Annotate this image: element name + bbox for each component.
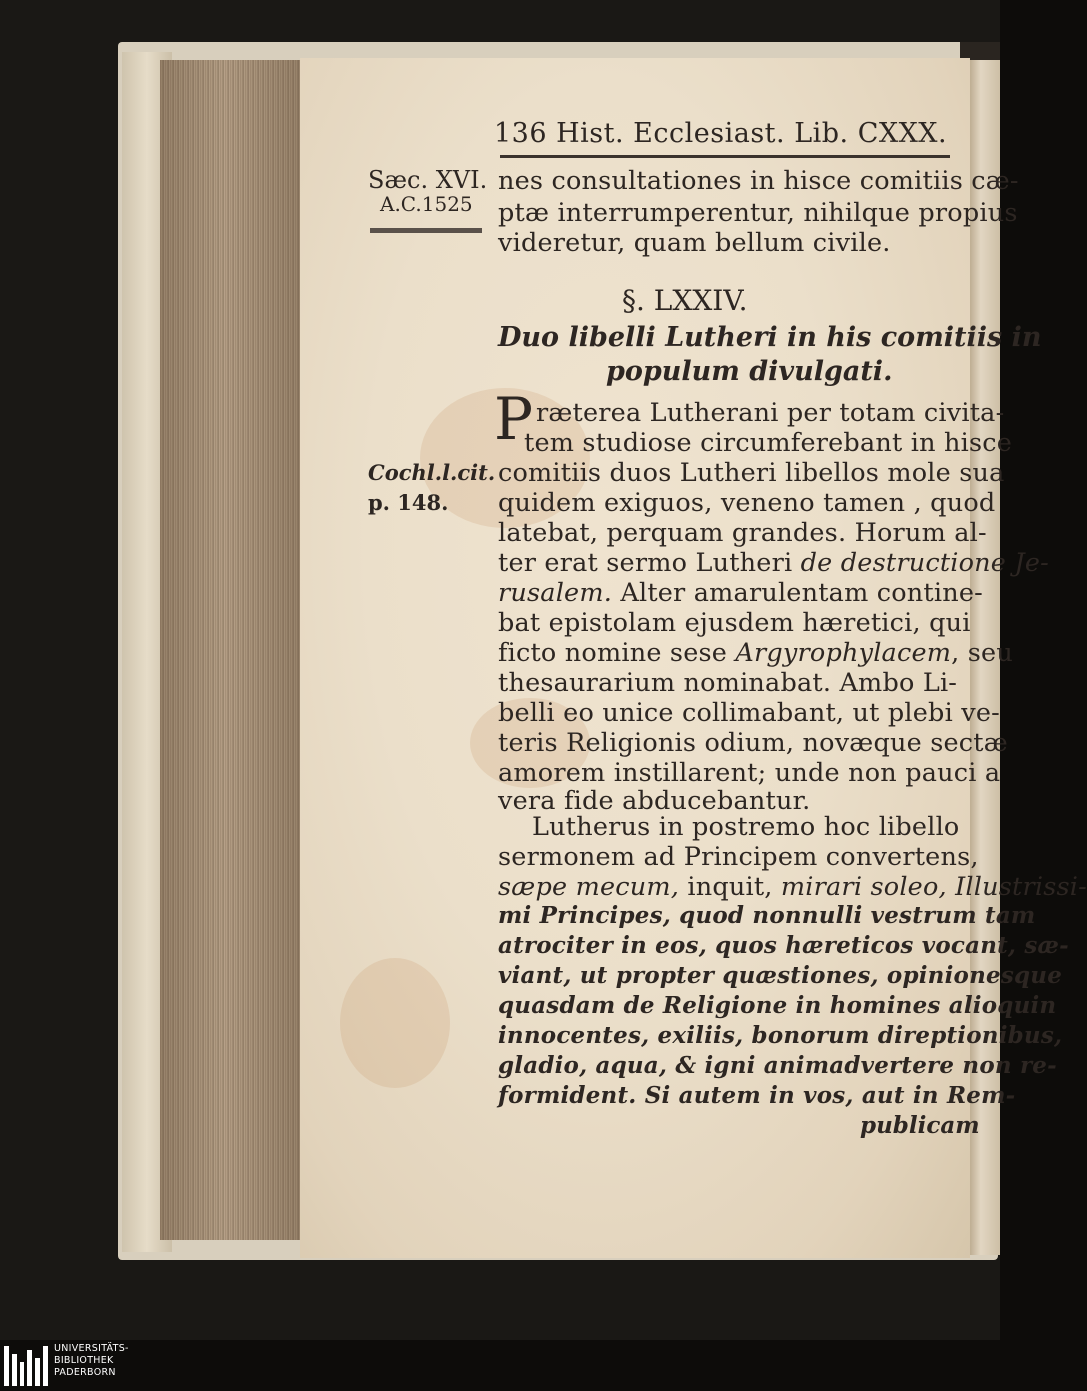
- text-line: nes consultationes in hisce comitiis cæ-: [498, 166, 1019, 196]
- header-rule: [500, 155, 950, 158]
- text-line: thesaurarium nominabat. Ambo Li-: [498, 668, 958, 698]
- text-line: innocentes, exiliis, bonorum direptionibus,: [498, 1022, 1063, 1049]
- library-name-line: BIBLIOTHEK: [54, 1355, 114, 1366]
- section-title: Duo libelli Lutheri in his comitiis in: [498, 322, 1042, 353]
- text-line: atrociter in eos, quos hæreticos vocant, sæ-: [498, 932, 1069, 959]
- margin-page-reference: p. 148.: [368, 490, 449, 515]
- margin-era: Sæc. XVI.: [368, 166, 488, 194]
- text-line: mi Principes, quod nonnulli vestrum tam: [498, 902, 1036, 929]
- margin-rule: [370, 228, 482, 233]
- section-title: populum divulgati.: [606, 356, 893, 387]
- text-line: viant, ut propter quæstiones, opinionesque: [498, 962, 1063, 989]
- italic-run: de destructione Je-: [800, 548, 1049, 578]
- running-header: 136 Hist. Ecclesiast. Lib. CXXX.: [494, 118, 948, 149]
- text-line: quasdam de Religione in homines alioquin: [498, 992, 1057, 1019]
- library-name-line: PADERBORN: [54, 1367, 116, 1378]
- italic-run: sæpe mecum,: [498, 872, 680, 902]
- text-line: formident. Si autem in vos, aut in Rem-: [498, 1082, 1016, 1109]
- page-edges-shade: [160, 60, 320, 1240]
- text-run: , seu: [951, 638, 1013, 668]
- text-line: bat epistolam ejusdem hæretici, qui: [498, 608, 971, 638]
- text-line: ptæ interrumperentur, nihilque propius: [498, 198, 1018, 228]
- text-line: latebat, perquam grandes. Horum al-: [498, 518, 987, 548]
- library-logo-icon: [4, 1346, 48, 1386]
- text-line: vera fide abducebantur.: [498, 786, 811, 816]
- text-line: teris Religionis odium, novæque sectæ: [498, 728, 1008, 758]
- text-line: Lutherus in postremo hoc libello: [532, 812, 960, 842]
- margin-year: A.C.1525: [380, 192, 473, 216]
- drop-cap: P: [494, 385, 534, 453]
- text-run: inquit,: [679, 872, 781, 902]
- text-line: comitiis duos Lutheri libellos mole sua: [498, 458, 1005, 488]
- section-number: §. LXXIV.: [622, 284, 748, 317]
- text-line: [498, 578, 983, 608]
- italic-run: rusalem.: [498, 578, 613, 608]
- text-run: Alter amarulentam contine-: [612, 578, 983, 608]
- library-name-line: UNIVERSITÄTS-: [54, 1343, 129, 1354]
- foxing-stain: [340, 958, 450, 1088]
- italic-run: Argyrophylacem: [735, 638, 952, 668]
- footer-bar: [0, 1340, 1000, 1391]
- text-line: quidem exiguos, veneno tamen , quod: [498, 488, 996, 518]
- text-line: videretur, quam bellum civile.: [498, 228, 891, 258]
- text-run: ficto nomine sese: [498, 638, 736, 668]
- text-line: tem studiose circumferebant in hisce: [524, 428, 1013, 458]
- text-line: ræterea Lutherani per totam civita-: [536, 398, 1005, 428]
- text-line: [498, 638, 1013, 668]
- text-line: amorem instillarent; unde non pauci a: [498, 758, 1001, 788]
- text-line: [498, 872, 1087, 902]
- text-line: belli eo unice collimabant, ut plebi ve-: [498, 698, 1000, 728]
- catchword: publicam: [860, 1112, 980, 1139]
- text-line: [498, 548, 1049, 578]
- text-line: sermonem ad Principem convertens,: [498, 842, 979, 872]
- library-name: [54, 1343, 129, 1379]
- text-line: gladio, aqua, & igni animadvertere non re-: [498, 1052, 1057, 1079]
- italic-run: mirari soleo, Illustrissi-: [780, 872, 1087, 902]
- text-run: ter erat sermo Lutheri: [498, 548, 801, 578]
- margin-reference: Cochl.l.cit.: [368, 460, 496, 485]
